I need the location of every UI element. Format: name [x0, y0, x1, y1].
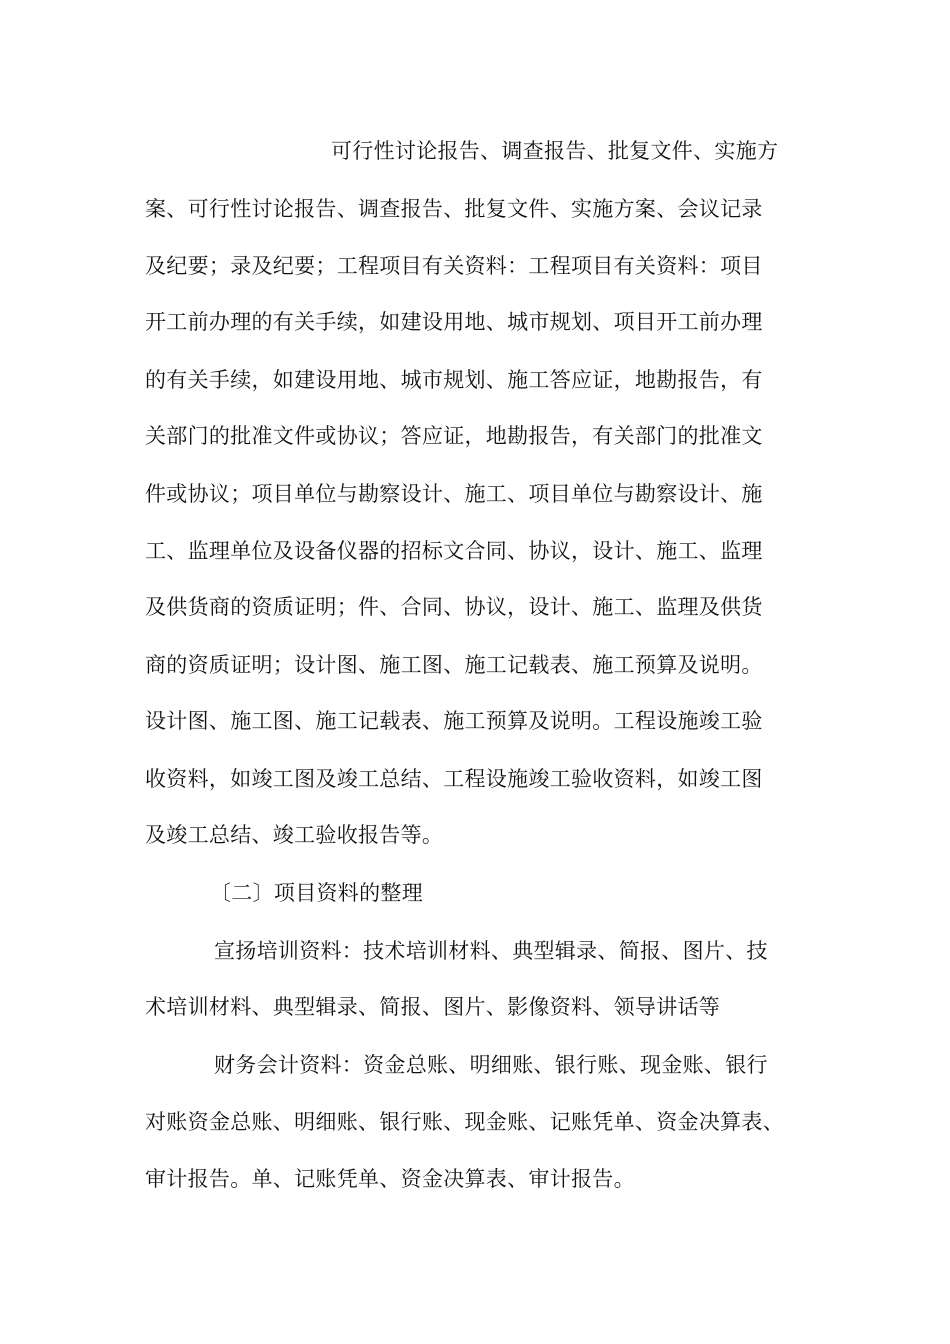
text-line: 的有关手续，如建设用地、城市规划、施工答应证，地勘报告，有 [145, 368, 763, 392]
text-line: 设计图、施工图、施工记载表、施工预算及说明。工程设施竣工验 [145, 709, 763, 733]
text-line: 及竣工总结、竣工验收报告等。 [145, 823, 444, 847]
text-line: 收资料，如竣工图及竣工总结、工程设施竣工验收资料，如竣工图 [145, 767, 763, 791]
text-line: 财务会计资料：资金总账、明细账、银行账、现金账、银行 [214, 1053, 768, 1077]
text-line: 关部门的批准文件或协议；答应证，地勘报告，有关部门的批准文 [145, 424, 763, 448]
text-line: 及纪要；录及纪要；工程项目有关资料：工程项目有关资料：项目 [145, 254, 763, 278]
text-line: 商的资质证明；设计图、施工图、施工记载表、施工预算及说明。 [145, 653, 763, 677]
text-line: 审计报告。单、记账凭单、资金决算表、审计报告。 [145, 1167, 635, 1191]
text-line: 开工前办理的有关手续，如建设用地、城市规划、项目开工前办理 [145, 310, 763, 334]
text-line: 及供货商的资质证明；件、合同、协议，设计、施工、监理及供货 [145, 595, 763, 619]
text-line: 可行性讨论报告、调查报告、批复文件、实施方 [331, 139, 779, 163]
text-line: 对账资金总账、明细账、银行账、现金账、记账凭单、资金决算表、 [145, 1110, 784, 1134]
text-line: 术培训材料、典型辑录、简报、图片、影像资料、领导讲话等 [145, 995, 721, 1019]
text-line: 件或协议；项目单位与勘察设计、施工、项目单位与勘察设计、施 [145, 482, 763, 506]
section-heading: 〔二〕项目资料的整理 [210, 881, 423, 905]
text-line: 宣扬培训资料：技术培训材料、典型辑录、简报、图片、技 [214, 939, 768, 963]
text-line: 工、监理单位及设备仪器的招标文合同、协议，设计、施工、监理 [145, 539, 763, 563]
text-line: 案、可行性讨论报告、调查报告、批复文件、实施方案、会议记录 [145, 197, 763, 221]
